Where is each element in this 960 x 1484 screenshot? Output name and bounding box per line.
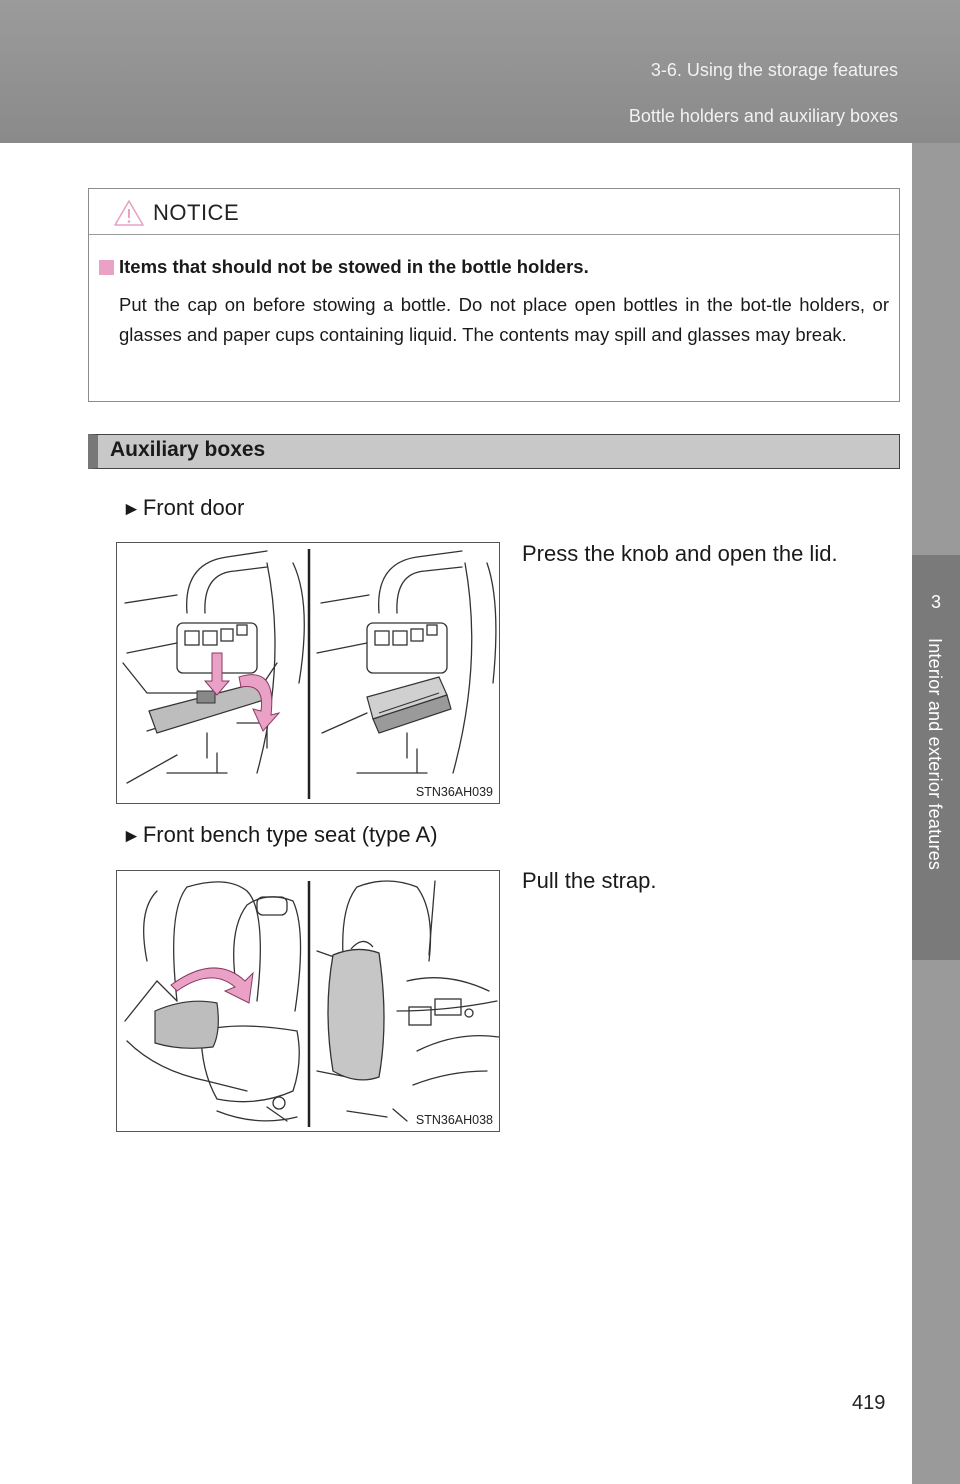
item-bench-seat-label: [122, 822, 438, 848]
item-label-text: Front door: [142, 495, 245, 520]
item-label-text: Front bench type seat (type A): [142, 822, 438, 847]
triangle-right-icon: ►: [122, 499, 141, 520]
notice-header: [89, 189, 899, 235]
section-heading: [88, 434, 900, 469]
chapter-number: 3: [930, 592, 941, 612]
notice-box: [88, 188, 900, 402]
bench-seat-figure: [116, 870, 500, 1132]
section-heading-text: Auxiliary boxes: [110, 438, 266, 461]
notice-label: NOTICE: [153, 200, 240, 225]
header-section-title: 3-6. Using the storage features: [650, 60, 898, 80]
item-front-door-instruction: Press the knob and open the lid.: [522, 541, 838, 566]
item-bench-seat-instruction: Pull the strap.: [522, 868, 657, 893]
bench-seat-illustration: [117, 871, 500, 1132]
door-armrest-illustration: [117, 543, 500, 804]
notice-body-text: Put the cap on before stowing a bottle. Do not place open bottles in the bot-tle holders, or glasses and paper cups containing liquid. The contents may spill and glasses may break.: [119, 294, 889, 345]
figure-code: STN36AH039: [415, 785, 493, 799]
header-topic-title: Bottle holders and auxiliary boxes: [628, 106, 898, 126]
warning-triangle-icon: [113, 199, 145, 227]
figure-code: STN36AH038: [415, 1113, 493, 1127]
page-number: 419: [852, 1392, 886, 1414]
triangle-right-icon: ►: [122, 826, 141, 847]
notice-square-marker: [99, 260, 114, 275]
notice-subheading: Items that should not be stowed in the bottle holders.: [119, 256, 589, 277]
item-front-door-label: [122, 495, 244, 521]
header-band: [0, 0, 960, 143]
front-door-figure: [116, 542, 500, 804]
chapter-title: Interior and exterior features: [925, 638, 945, 871]
